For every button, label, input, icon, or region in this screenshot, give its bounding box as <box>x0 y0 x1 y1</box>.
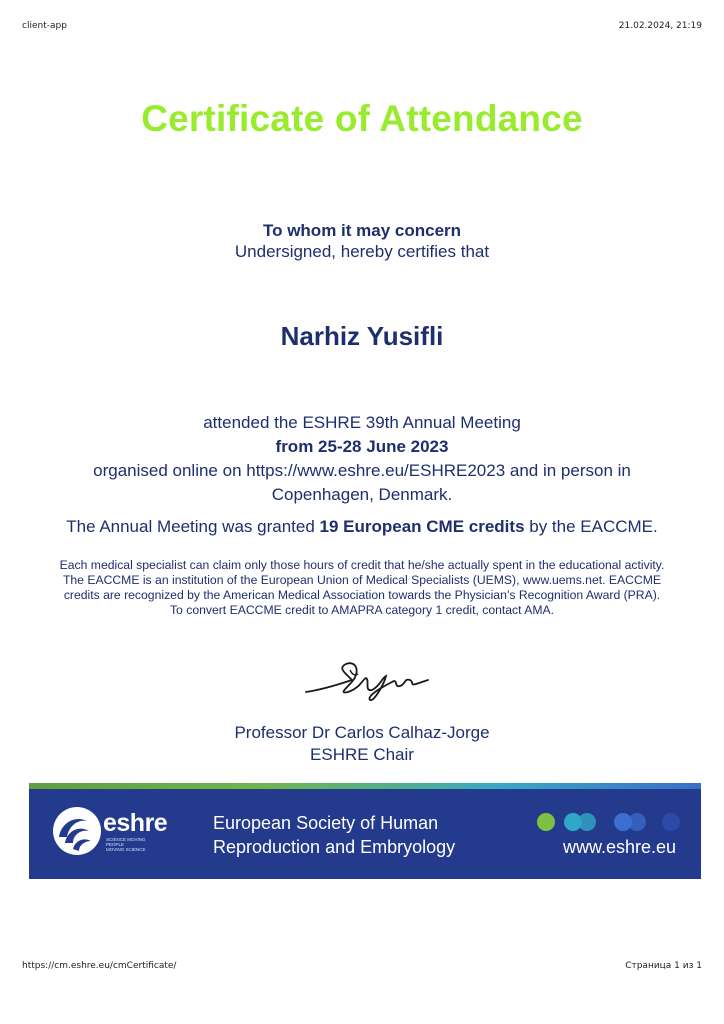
org-line-1: European Society of Human <box>213 813 439 833</box>
fine-print-line: Each medical specialist can claim only those hours of credit that he/she actually spent in the educational activity. <box>59 558 665 572</box>
cme-suffix: by the EACCME. <box>524 517 658 536</box>
dates-line: from 25-28 June 2023 <box>275 437 449 456</box>
decorative-dots-icon <box>537 811 687 833</box>
eshre-wordmark: eshre <box>103 809 168 837</box>
fine-print-line: credits are recognized by the American Medical Association towards the Physician’s Recognition Award (PRA). <box>63 588 661 602</box>
cme-credits: 19 European CME credits <box>319 517 525 536</box>
signer-name: Professor Dr Carlos Calhaz-Jorge <box>234 723 490 742</box>
signature-image <box>300 650 435 708</box>
fine-print <box>0 558 724 618</box>
page-url: https://cm.eshre.eu/cmCertificate/ <box>22 961 177 971</box>
website: www.eshre.eu <box>563 837 677 857</box>
cme-prefix: The Annual Meeting was granted <box>66 517 320 536</box>
logo-tagline: SCIENCE MOVING PEOPLE MOVING SCIENCE <box>106 837 146 852</box>
attended-line: attended the ESHRE 39th Annual Meeting <box>203 413 521 432</box>
organised-line-1: organised online on https://www.eshre.eu/ESHRE2023 and in person in <box>93 461 631 480</box>
signer-block <box>0 722 724 766</box>
print-datetime: 21.02.2024, 21:19 <box>618 21 702 31</box>
tab-title: client-app <box>22 21 67 31</box>
organization-name <box>213 811 455 859</box>
attendance-block <box>0 411 724 507</box>
fine-print-line: The EACCME is an institution of the European Union of Medical Specialists (UEMS), www.uems.net. EACCME <box>62 573 662 587</box>
certificate-title: Certificate of Attendance <box>141 98 583 139</box>
attendee-name: Narhiz Yusifli <box>280 321 444 351</box>
organised-line-2: Copenhagen, Denmark. <box>271 485 453 504</box>
page-indicator: Страница 1 из 1 <box>625 961 702 971</box>
concern-block <box>0 220 724 262</box>
print-header <box>22 21 702 31</box>
org-line-2: Reproduction and Embryology <box>213 837 456 857</box>
print-footer <box>22 961 702 971</box>
fine-print-line: To convert EACCME credit to AMAPRA category 1 credit, contact AMA. <box>169 603 555 617</box>
certifies-text: Undersigned, hereby certifies that <box>234 242 490 261</box>
cme-statement <box>0 517 724 537</box>
greeting: To whom it may concern <box>262 221 462 240</box>
eshre-banner <box>29 783 701 879</box>
signer-role: ESHRE Chair <box>310 745 414 764</box>
gradient-stripe <box>29 783 701 789</box>
